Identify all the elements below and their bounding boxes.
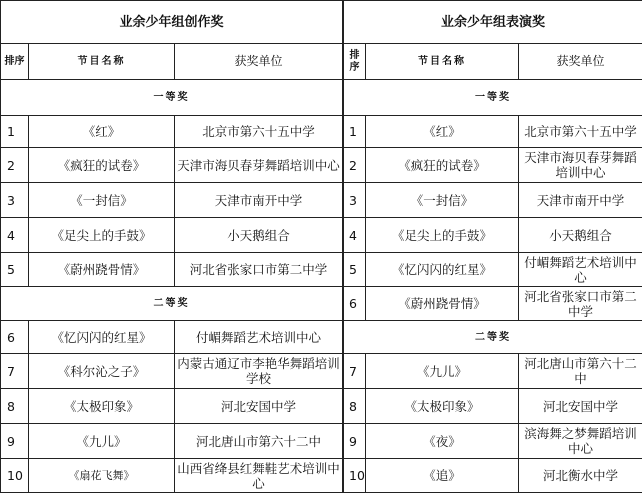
column-header-unit: 获奖单位 <box>175 44 343 80</box>
program-name: 《足尖上的手鼓》 <box>366 218 519 253</box>
program-name: 《红》 <box>29 116 175 148</box>
row-index: 5 <box>1 253 29 287</box>
row-index: 2 <box>1 148 29 183</box>
row-index: 3 <box>1 183 29 218</box>
row-index: 9 <box>344 424 366 459</box>
table-title: 业余少年组创作奖 <box>1 1 343 44</box>
table-row <box>344 389 642 424</box>
table-row <box>344 218 642 253</box>
row-index: 6 <box>344 287 366 321</box>
header-row <box>1 44 343 80</box>
award-unit: 天津市海贝春芽舞蹈培训中心 <box>519 148 642 183</box>
program-name: 《科尔沁之子》 <box>29 354 175 389</box>
table-row <box>344 459 642 493</box>
row-index: 4 <box>1 218 29 253</box>
table-row <box>344 424 642 459</box>
row-index: 6 <box>1 321 29 354</box>
row-index: 8 <box>1 389 29 424</box>
program-name: 《忆闪闪的红星》 <box>29 321 175 354</box>
table-row <box>344 287 642 321</box>
column-header-unit: 获奖单位 <box>519 44 642 80</box>
row-index: 1 <box>344 116 366 148</box>
table-row <box>1 459 343 493</box>
row-index: 1 <box>1 116 29 148</box>
program-name: 《追》 <box>366 459 519 493</box>
program-name: 《红》 <box>366 116 519 148</box>
table-row <box>1 354 343 389</box>
row-index: 9 <box>1 424 29 459</box>
program-name: 《太极印象》 <box>29 389 175 424</box>
program-name: 《扇花飞舞》 <box>29 459 175 493</box>
award-unit: 河北省张家口市第二中学 <box>519 287 642 321</box>
table-title-row <box>344 1 642 44</box>
program-name: 《疯狂的试卷》 <box>366 148 519 183</box>
row-index: 4 <box>344 218 366 253</box>
award-unit: 北京市第六十五中学 <box>175 116 343 148</box>
table-row <box>1 253 343 287</box>
program-name: 《九儿》 <box>366 354 519 389</box>
program-name: 《疯狂的试卷》 <box>29 148 175 183</box>
award-unit: 河北安国中学 <box>175 389 343 424</box>
award-unit: 天津市海贝春芽舞蹈培训中心 <box>175 148 343 183</box>
award-unit: 河北唐山市第六十二中 <box>519 354 642 389</box>
award-unit: 天津市南开中学 <box>519 183 642 218</box>
program-name: 《太极印象》 <box>366 389 519 424</box>
table-row <box>1 148 343 183</box>
section-label-second-prize: 二等奖 <box>344 321 642 354</box>
award-unit: 付嵋舞蹈艺术培训中心 <box>519 253 642 287</box>
table-row <box>1 218 343 253</box>
award-unit: 小天鹅组合 <box>175 218 343 253</box>
program-name: 《一封信》 <box>29 183 175 218</box>
program-name: 《忆闪闪的红星》 <box>366 253 519 287</box>
section-row <box>344 321 642 354</box>
row-index: 5 <box>344 253 366 287</box>
row-index: 2 <box>344 148 366 183</box>
table-title-row <box>1 1 343 44</box>
row-index: 10 <box>344 459 366 493</box>
column-header-program: 节目名称 <box>29 44 175 80</box>
section-row <box>1 287 343 321</box>
award-unit: 河北衡水中学 <box>519 459 642 493</box>
table-row <box>1 321 343 354</box>
award-unit: 天津市南开中学 <box>175 183 343 218</box>
section-label-first-prize: 一等奖 <box>344 80 642 116</box>
program-name: 《蔚州跷骨情》 <box>29 253 175 287</box>
award-unit: 付嵋舞蹈艺术培训中心 <box>175 321 343 354</box>
award-unit: 小天鹅组合 <box>519 218 642 253</box>
award-unit: 滨海舞之梦舞蹈培训中心 <box>519 424 642 459</box>
award-unit: 内蒙古通辽市李艳华舞蹈培训学校 <box>175 354 343 389</box>
award-unit: 北京市第六十五中学 <box>519 116 642 148</box>
header-row <box>344 44 642 80</box>
program-name: 《足尖上的手鼓》 <box>29 218 175 253</box>
performance-award-table <box>343 0 642 493</box>
table-row <box>344 183 642 218</box>
award-unit: 河北省张家口市第二中学 <box>175 253 343 287</box>
table-row <box>1 116 343 148</box>
table-row <box>344 354 642 389</box>
award-unit: 河北唐山市第六十二中 <box>175 424 343 459</box>
row-index: 3 <box>344 183 366 218</box>
table-row <box>1 389 343 424</box>
table-row <box>1 183 343 218</box>
row-index: 10 <box>1 459 29 493</box>
table-row <box>1 424 343 459</box>
program-name: 《蔚州跷骨情》 <box>366 287 519 321</box>
award-unit: 山西省绛县红舞鞋艺术培训中心 <box>175 459 343 493</box>
section-row <box>1 80 343 116</box>
row-index: 7 <box>344 354 366 389</box>
section-label-first-prize: 一等奖 <box>1 80 343 116</box>
table-row <box>344 116 642 148</box>
row-index: 8 <box>344 389 366 424</box>
section-label-second-prize: 二等奖 <box>1 287 343 321</box>
column-header-program: 节目名称 <box>366 44 519 80</box>
program-name: 《夜》 <box>366 424 519 459</box>
section-row <box>344 80 642 116</box>
program-name: 《九儿》 <box>29 424 175 459</box>
row-index: 7 <box>1 354 29 389</box>
table-row <box>344 253 642 287</box>
column-header-index: 排序 <box>344 44 366 80</box>
program-name: 《一封信》 <box>366 183 519 218</box>
award-unit: 河北安国中学 <box>519 389 642 424</box>
table-row <box>344 148 642 183</box>
table-title: 业余少年组表演奖 <box>344 1 642 44</box>
column-header-index: 排序 <box>1 44 29 80</box>
